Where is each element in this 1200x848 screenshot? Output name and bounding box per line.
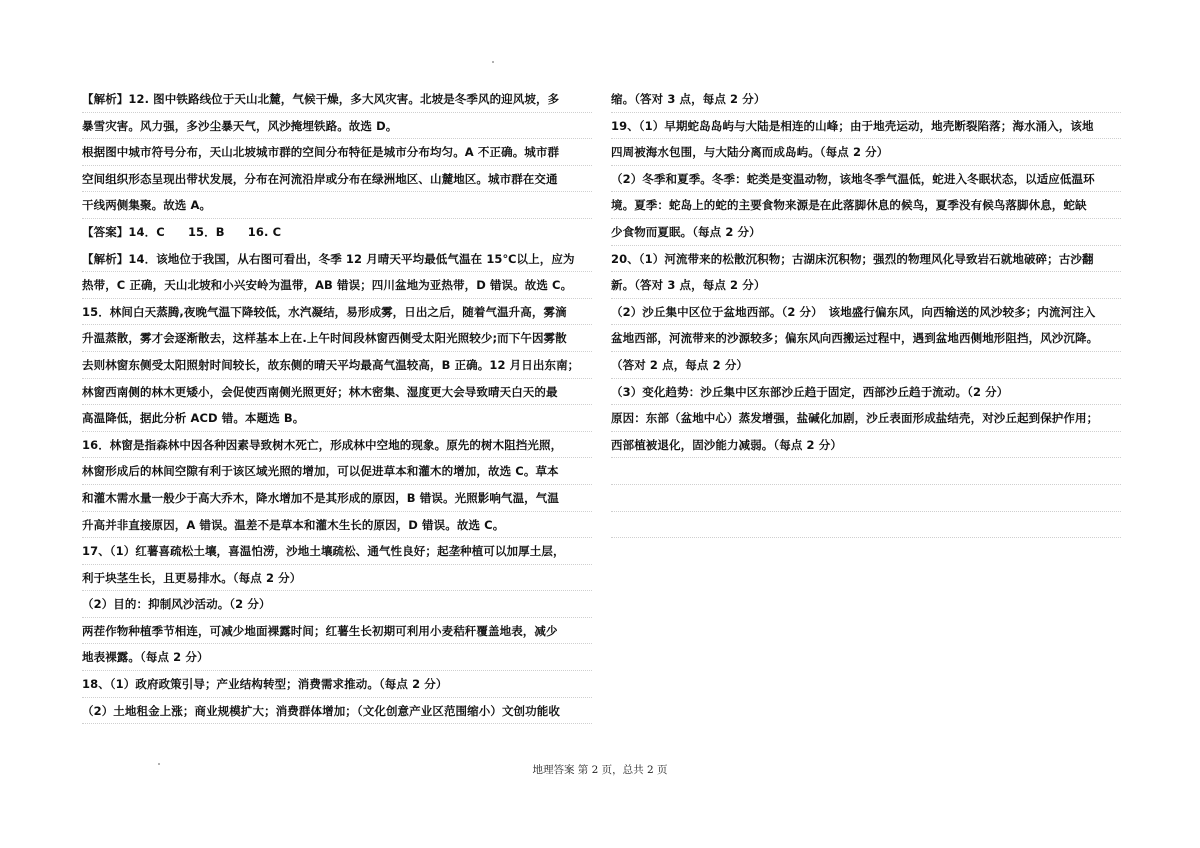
text-line xyxy=(611,485,1121,512)
text-line: （2）冬季和夏季。冬季：蛇类是变温动物，该地冬季气温低，蛇进入冬眠状态，以适应低温环 xyxy=(611,166,1121,193)
text-line: 盆地西部，河流带来的沙源较多；偏东风向西搬运过程中，遇到盆地西侧地形阻挡，风沙沉降。 xyxy=(611,325,1121,352)
text-line: 升温蒸散，雾才会逐渐散去，这样基本上在.上午时间段林窗西侧受太阳光照较少;而下午因雾散 xyxy=(82,325,592,352)
text-line: 两茬作物种植季节相连，可减少地面裸露时间；红薯生长初期可利用小麦秸秆覆盖地表，减少 xyxy=(82,618,592,645)
text-line: 【答案】14．C 15．B 16. C xyxy=(82,224,282,239)
text-line: 15．林间白天蒸腾,夜晚气温下降较低，水汽凝结，易形成雾，日出之后，随着气温升高，雾滴 xyxy=(82,299,592,326)
text-line: 利于块茎生长，且更易排水。（每点 2 分） xyxy=(82,565,592,592)
text-line: 20、（1）河流带来的松散沉积物；古湖床沉积物；强烈的物理风化导致岩石就地破碎；古沙翻 xyxy=(611,246,1121,273)
text-line: 17、（1）红薯喜疏松土壤，喜温怕涝，沙地土壤疏松、通气性良好；起垄种植可以加厚土层， xyxy=(82,538,592,565)
text-line: 暴雪灾害。风力强，多沙尘暴天气，风沙掩埋铁路。故选 D。 xyxy=(82,113,592,140)
text-line: 地表裸露。（每点 2 分） xyxy=(82,644,592,671)
text-line: （答对 2 点，每点 2 分） xyxy=(611,352,1121,379)
text-line: 16．林窗是指森林中因各种因素导致树木死亡，形成林中空地的现象。原先的树木阻挡光照， xyxy=(82,432,592,459)
text-line: 【解析】12. 图中铁路线位于天山北麓，气候干燥，多大风灾害。北坡是冬季风的迎风坡，多 xyxy=(82,86,592,113)
text-line: 根据图中城市符号分布，天山北坡城市群的空间分布特征是城市分布均匀。A 不正确。城市群 xyxy=(82,139,592,166)
text-line: 西部植被退化，固沙能力减弱。（每点 2 分） xyxy=(611,432,1121,459)
text-line: 【解析】14．该地位于我国，从右图可看出，冬季 12 月晴天平均最低气温在 15℃以上，应为 xyxy=(82,246,592,273)
page-footer: 地理答案 第 2 页，总共 2 页 xyxy=(532,764,668,776)
text-line: （2）目的：抑制风沙活动。（2 分） xyxy=(82,591,592,618)
scan-mark-top xyxy=(492,61,494,63)
text-line: 新。（答对 3 点，每点 2 分） xyxy=(611,272,1121,299)
text-line: 去则林窗东侧受太阳照射时间较长，故东侧的晴天平均最高气温较高，B 正确。12 月日出东南； xyxy=(82,352,592,379)
text-line: 四周被海水包围，与大陆分离而成岛屿。（每点 2 分） xyxy=(611,139,1121,166)
text-line: （2）土地租金上涨；商业规模扩大；消费群体增加；（文化创意产业区范围缩小）文创功能收 xyxy=(82,698,592,725)
text-line: 干线两侧集聚。故选 A。 xyxy=(82,192,592,219)
text-line: 空间组织形态呈现出带状发展，分布在河流沿岸或分布在绿洲地区、山麓地区。城市群在交通 xyxy=(82,166,592,193)
text-line: 热带，C 正确，天山北坡和小兴安岭为温带，AB 错误；四川盆地为亚热带，D 错误。故选 C。 xyxy=(82,272,592,299)
text-line: 林窗形成后的林间空隙有利于该区域光照的增加，可以促进草本和灌木的增加，故选 C。草本 xyxy=(82,458,592,485)
text-line: 境。夏季：蛇岛上的蛇的主要食物来源是在此落脚休息的候鸟，夏季没有候鸟落脚休息，蛇缺 xyxy=(611,192,1121,219)
text-line: 和灌木需水量一般少于高大乔木，降水增加不是其形成的原因，B 错误。光照影响气温，气温 xyxy=(82,485,592,512)
text-line: 缩。（答对 3 点，每点 2 分） xyxy=(611,86,1121,113)
text-line: 林窗西南侧的林木更矮小，会促使西南侧光照更好；林木密集、湿度更大会导致晴天白天的最 xyxy=(82,379,592,406)
text-line: （2）沙丘集中区位于盆地西部。（2 分） 该地盛行偏东风，向西输送的风沙较多；内流河注入 xyxy=(611,299,1121,326)
text-line: 升高并非直接原因，A 错误。温差不是草本和灌木生长的原因，D 错误。故选 C。 xyxy=(82,512,592,539)
right-answer-column xyxy=(611,86,1121,538)
text-line xyxy=(611,458,1121,485)
text-line: 原因：东部（盆地中心）蒸发增强，盐碱化加剧，沙丘表面形成盐结壳，对沙丘起到保护作用； xyxy=(611,405,1121,432)
left-answer-column xyxy=(82,86,592,724)
text-line: 18、（1）政府政策引导；产业结构转型；消费需求推动。（每点 2 分） xyxy=(82,671,592,698)
text-line: 19、（1）早期蛇岛岛屿与大陆是相连的山峰；由于地壳运动，地壳断裂陷落；海水涌入，该地 xyxy=(611,113,1121,140)
text-line: 少食物而夏眠。（每点 2 分） xyxy=(611,219,1121,246)
text-line xyxy=(611,512,1121,539)
text-line: 高温降低，据此分析 ACD 错。本题选 B。 xyxy=(82,405,592,432)
text-line: （3）变化趋势：沙丘集中区东部沙丘趋于固定，西部沙丘趋于流动。（2 分） xyxy=(611,379,1121,406)
